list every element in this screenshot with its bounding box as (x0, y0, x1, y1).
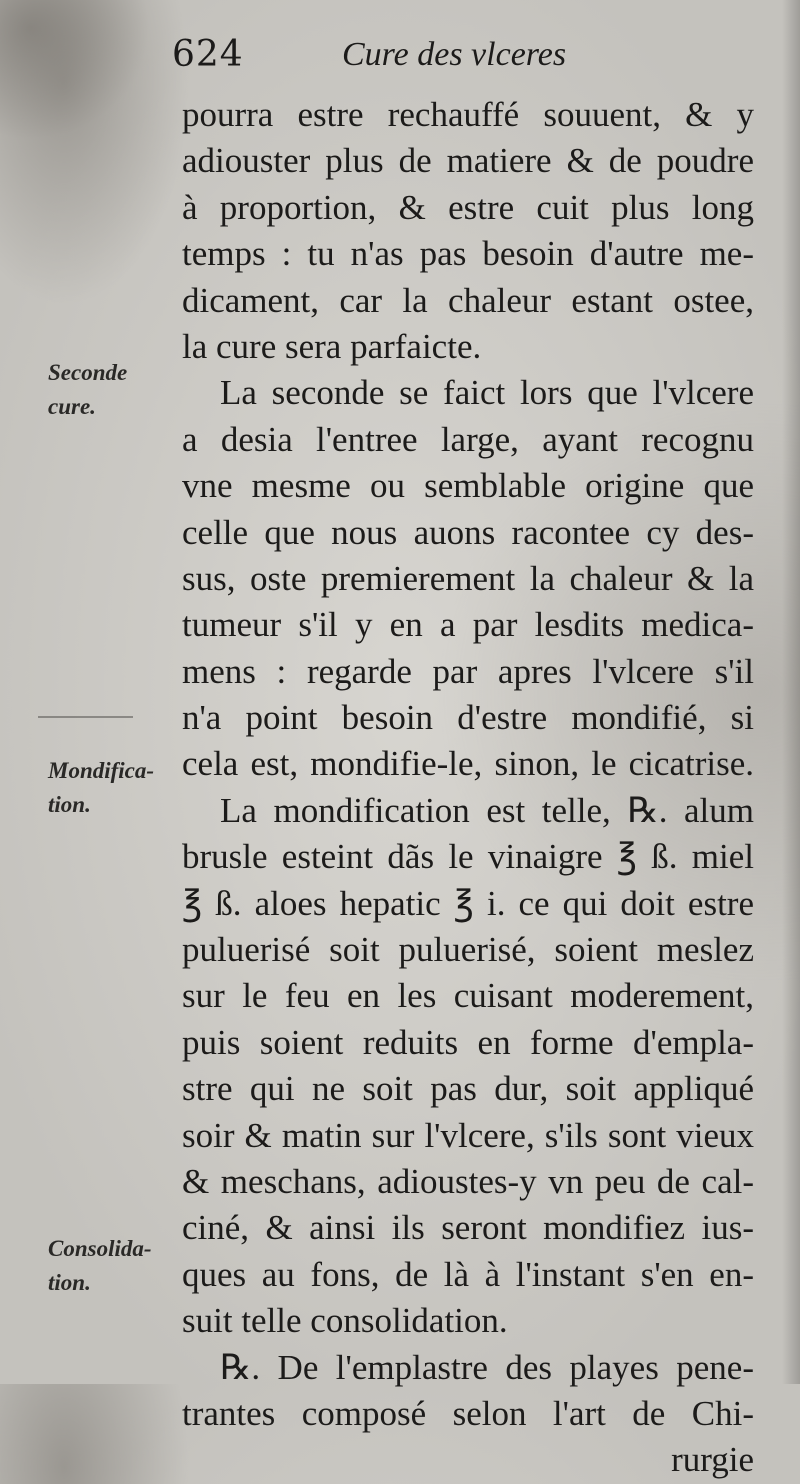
running-head (172, 34, 752, 90)
margin-note-line: cure. (48, 394, 96, 419)
margin-note-line: tion. (48, 792, 91, 817)
margin-note-seconde-cure (48, 356, 178, 424)
page-number: 624 (172, 34, 244, 75)
text-line: trantes composé selon l'art de Chi- (182, 1393, 754, 1433)
text-line: soir & matin sur l'vlcere, s'ils sont vieux (182, 1115, 754, 1155)
text-line: a desia l'entree large, ayant recognu (182, 419, 754, 459)
text-line: temps : tu n'as pas besoin d'autre me- (182, 234, 754, 274)
margin-note-line: Mondifica- (48, 758, 155, 783)
text-line: La mondification est telle, ℞. alum (220, 790, 754, 830)
text-line: sus, oste premierement la chaleur & la (182, 558, 754, 598)
text-line: celle que nous auons racontee cy des- (182, 512, 754, 552)
text-line: n'a point besoin d'estre mondifié, si (182, 698, 754, 738)
text-line: puis soient reduits en forme d'empla- (182, 1022, 754, 1062)
catchword: rurgie (671, 1440, 754, 1480)
page-stain (0, 0, 150, 140)
text-line: brusle esteint dãs le vinaigre ℥ ß. miel (182, 837, 754, 877)
text-line: à proportion, & estre cuit plus long (182, 187, 754, 227)
text-line: ℞. De l'emplastre des playes pene- (220, 1347, 754, 1387)
text-line: stre qui ne soit pas dur, soit appliqué (182, 1069, 754, 1109)
margin-note-line: tion. (48, 1270, 91, 1295)
text-line: vne mesme ou semblable origine que (182, 466, 754, 506)
text-line: & meschans, adioustes-y vn peu de cal- (182, 1161, 754, 1201)
text-line: dicament, car la chaleur estant ostee, (182, 280, 754, 320)
text-line: tumeur s'il y en a par lesdits medica- (182, 605, 754, 645)
text-line: la cure sera parfaicte. (182, 326, 482, 366)
text-line: adiouster plus de matiere & de poudre (182, 141, 754, 181)
text-line: ques au fons, de là à l'instant s'en en- (182, 1254, 754, 1294)
text-line: puluerisé soit puluerisé, soient meslez (182, 930, 754, 970)
margin-note-consolidation (48, 1232, 178, 1300)
text-line: ciné, & ainsi ils seront mondifiez ius- (182, 1208, 754, 1248)
text-line: suit telle consolidation. (182, 1301, 508, 1341)
text-line: sur le feu en les cuisant moderement, (182, 976, 754, 1016)
body-text (182, 92, 754, 1484)
margin-note-mondification (48, 754, 178, 822)
text-line: cela est, mondifie-le, sinon, le cicatrise. (182, 744, 754, 784)
margin-note-line: Consolida- (48, 1236, 152, 1261)
margin-rule (38, 716, 133, 718)
text-line: pourra estre rechauffé souuent, & y (182, 95, 754, 134)
text-line: ℥ ß. aloes hepatic ℥ i. ce qui doit estre (182, 883, 754, 923)
text-line: mens : regarde par apres l'vlcere s'il (182, 651, 754, 691)
page-edge-shadow (782, 0, 800, 1384)
text-line: La seconde se faict lors que l'vlcere (220, 373, 754, 413)
margin-note-line: Seconde (48, 360, 128, 385)
running-title: Cure des vlceres (342, 36, 567, 73)
